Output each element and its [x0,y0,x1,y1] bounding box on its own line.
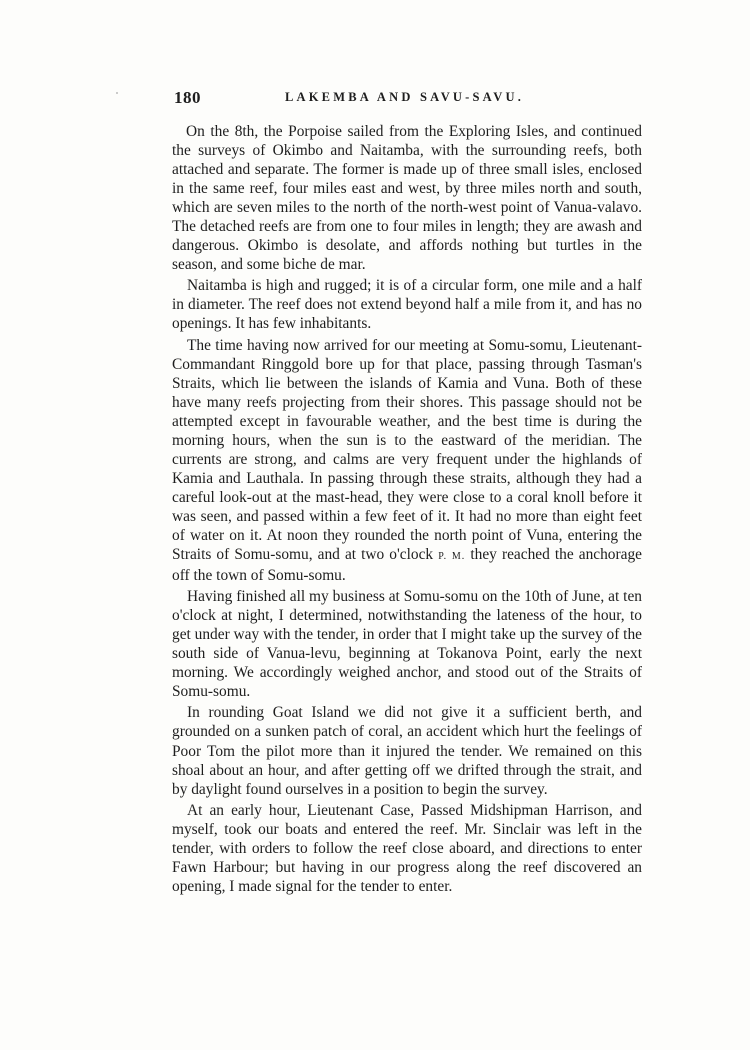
paragraph-2: Naitamba is high and rugged; it is of a circular form, one mile and a half in diameter. The reef does not extend beyond half a mile from it, and has no openings. It has few inhabitants. [172,277,642,333]
paragraph-4: Having finished all my business at Somu-somu on the 10th of June, at ten o'clock at night, I determined, notwithstanding the lateness of the hour, to get under way with the tender, in order that I might take up the survey of the south side of Vanua-levu, beginning at Tokanova Point, early the next morning. We accordingly weighed anchor, and stood out of the Straits of Somu-somu. [172,588,642,701]
paragraph-3-text: The time having now arrived for our meeting at Somu-somu, Lieutenant-Commandant Ringgold bore up for that place, passing through Tasman's Straits, which lie between the islands of Kamia and Vuna. Both of these have many reefs projecting from their shores. This passage should not be attempted except in favourable weather, and the best time is during the morning hours, when the sun is to the eastward of the meridian. The currents are strong, and calms are very frequent under the highlands of Kamia and Lauthala. In passing through these straits, although they had a careful look-out at the mast-head, they were close to a coral knoll before it was seen, and passed within a few feet of it. It had no more than eight feet of water on it. At noon they rounded the north point of Vuna, entering the Straits of Somu-somu, and at two o'clock [172,336,642,564]
body-text [172,122,642,898]
paragraph-5: In rounding Goat Island we did not give it a sufficient berth, and grounded on a sunken patch of coral, an accident which hurt the feelings of Poor Tom the pilot more than it injured the tender. We remained on this shoal about an hour, and after getting off we drifted through the strait, and by daylight found ourselves in a position to begin the survey. [172,704,642,798]
paragraph-6: At an early hour, Lieutenant Case, Passed Midshipman Harrison, and myself, took our boats and entered the reef. Mr. Sinclair was left in the tender, with orders to follow the reef close aboard, and directions to enter Fawn Harbour; but having in our progress along the reef discovered an opening, I made signal for the tender to enter. [172,801,642,895]
paragraph-3 [172,336,642,586]
page-speck [116,92,118,94]
paragraph-3-tail: they reached the anchorage off the town of Somu-somu. [172,546,642,585]
page-number: 180 [174,88,201,107]
running-title: LAKEMBA AND SAVU-SAVU. [285,90,525,104]
paragraph-1: On the 8th, the Porpoise sailed from the Exploring Isles, and continued the surveys of Okimbo and Naitamba, with the surrounding reefs, both attached and separate. The former is made up of three small isles, enclosed in the same reef, four miles east and west, by three miles north and south, which are seven miles to the north of the north-west point of Vanua-valavo. The detached reefs are from one to four miles in length; they are awash and dangerous. Okimbo is desolate, and affords nothing but turtles in the season, and some biche de mar. [172,123,642,274]
time-abbreviation: P. M. [438,551,466,563]
running-head [174,88,558,110]
